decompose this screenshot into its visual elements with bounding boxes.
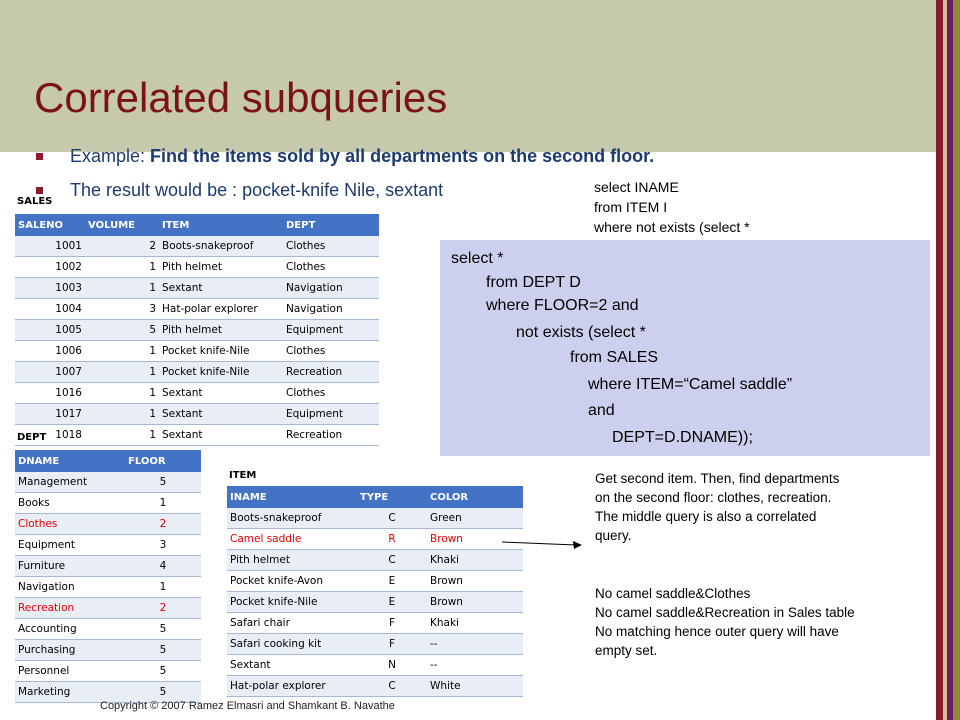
table-cell: 5 xyxy=(125,661,201,682)
table-cell: Pith helmet xyxy=(159,257,283,278)
table-cell: Safari chair xyxy=(227,613,357,634)
table-cell: Equipment xyxy=(283,320,379,341)
table-cell: Pocket knife-Nile xyxy=(159,341,283,362)
sql-inner-line: and xyxy=(588,402,615,419)
column-header: VOLUME xyxy=(85,214,159,236)
sql-outer-query xyxy=(594,177,750,237)
table-cell: Sextant xyxy=(159,383,283,404)
table-row xyxy=(15,619,201,640)
sql-inner-line: where FLOOR=2 and xyxy=(486,297,639,314)
table-cell: Khaki xyxy=(427,550,523,571)
table-cell: Equipment xyxy=(15,535,125,556)
table-cell: C xyxy=(357,508,427,529)
table-cell: Sextant xyxy=(159,425,283,446)
side-stripe-maroon xyxy=(936,0,943,720)
table-cell: Purchasing xyxy=(15,640,125,661)
table-cell: 1 xyxy=(85,404,159,425)
note-line: No camel saddle&Recreation in Sales table xyxy=(595,605,855,620)
table-row xyxy=(227,634,523,655)
table-row xyxy=(15,577,201,598)
table-cell: E xyxy=(357,571,427,592)
table-cell: Pith helmet xyxy=(159,320,283,341)
table-cell: Recreation xyxy=(15,598,125,619)
sql-inner-line: DEPT=D.DNAME)); xyxy=(612,429,753,446)
table-cell: R xyxy=(357,529,427,550)
table-cell: Sextant xyxy=(227,655,357,676)
table-row xyxy=(15,661,201,682)
column-header: TYPE xyxy=(357,486,427,508)
table-row xyxy=(15,425,379,446)
table-cell: 2 xyxy=(125,514,201,535)
item-caption: ITEM xyxy=(229,470,257,481)
table-cell: 1 xyxy=(85,341,159,362)
table-row xyxy=(15,362,379,383)
table-cell: Sextant xyxy=(159,404,283,425)
table-cell: Recreation xyxy=(283,425,379,446)
table-cell: Accounting xyxy=(15,619,125,640)
table-row xyxy=(227,508,523,529)
note-line: query. xyxy=(595,528,632,543)
table-cell: Brown xyxy=(427,592,523,613)
table-cell: Clothes xyxy=(15,514,125,535)
table-cell: Marketing xyxy=(15,682,125,703)
table-cell: 5 xyxy=(125,682,201,703)
table-cell: Clothes xyxy=(283,257,379,278)
table-cell: Brown xyxy=(427,571,523,592)
table-row xyxy=(15,472,201,493)
table-cell: Khaki xyxy=(427,613,523,634)
table-cell: 1 xyxy=(85,278,159,299)
table-cell: 1016 xyxy=(15,383,85,404)
table-cell: 1004 xyxy=(15,299,85,320)
table-cell: 1005 xyxy=(15,320,85,341)
table-cell: Clothes xyxy=(283,341,379,362)
table-cell: Boots-snakeproof xyxy=(227,508,357,529)
table-cell: 1003 xyxy=(15,278,85,299)
sql-outer-line: from ITEM I xyxy=(594,199,668,215)
table-row xyxy=(15,383,379,404)
table-cell: Equipment xyxy=(283,404,379,425)
note-line: on the second floor: clothes, recreation. xyxy=(595,490,832,505)
column-header: FLOOR xyxy=(125,450,201,472)
table-row xyxy=(227,592,523,613)
table-row xyxy=(227,676,523,697)
table-cell: 1002 xyxy=(15,257,85,278)
table-row xyxy=(227,529,523,550)
table-row xyxy=(15,535,201,556)
table-row xyxy=(15,257,379,278)
table-cell: Books xyxy=(15,493,125,514)
sql-inner-line: from DEPT D xyxy=(486,274,581,291)
table-cell: 1018 xyxy=(15,425,85,446)
table-cell: 1 xyxy=(85,425,159,446)
table-row xyxy=(15,278,379,299)
table-row xyxy=(15,514,201,535)
bullet-result-text: The result would be : pocket-knife Nile, sextant xyxy=(70,180,444,200)
table-cell: 1 xyxy=(85,362,159,383)
column-header: DEPT xyxy=(283,214,379,236)
table-cell: 1001 xyxy=(15,236,85,257)
slide-title: Correlated subqueries xyxy=(34,74,448,121)
column-header: SALENO xyxy=(15,214,85,236)
bullet-example-text: Example: Find the items sold by all departments on the second floor. xyxy=(70,146,655,166)
table-row xyxy=(227,655,523,676)
copyright-footer: Copyright © 2007 Ramez Elmasri and Shamkant B. Navathe xyxy=(100,700,395,712)
table-row xyxy=(15,493,201,514)
table-cell: Sextant xyxy=(159,278,283,299)
table-row xyxy=(227,550,523,571)
table-cell: Pith helmet xyxy=(227,550,357,571)
table-cell: Recreation xyxy=(283,362,379,383)
table-cell: 3 xyxy=(85,299,159,320)
column-header: INAME xyxy=(227,486,357,508)
table-row xyxy=(15,320,379,341)
table-row xyxy=(15,556,201,577)
table-cell: Pocket knife-Nile xyxy=(227,592,357,613)
table-cell: Boots-snakeproof xyxy=(159,236,283,257)
table-cell: 5 xyxy=(125,619,201,640)
table-cell: C xyxy=(357,550,427,571)
table-cell: 2 xyxy=(85,236,159,257)
table-cell: Pocket knife-Nile xyxy=(159,362,283,383)
table-cell: 3 xyxy=(125,535,201,556)
table-cell: 2 xyxy=(125,598,201,619)
table-row xyxy=(15,341,379,362)
table-cell: Green xyxy=(427,508,523,529)
conclusion-note xyxy=(595,584,855,660)
table-cell: 1006 xyxy=(15,341,85,362)
bullet-square-icon xyxy=(36,187,43,194)
table-cell: N xyxy=(357,655,427,676)
table-cell: Clothes xyxy=(283,236,379,257)
table-cell: 1 xyxy=(125,577,201,598)
column-header: COLOR xyxy=(427,486,523,508)
table-cell: Management xyxy=(15,472,125,493)
table-cell: 1 xyxy=(85,383,159,404)
sql-inner-line: select * xyxy=(451,250,504,267)
table-row xyxy=(15,598,201,619)
column-header: DNAME xyxy=(15,450,125,472)
sql-inner-line: where ITEM=“Camel saddle” xyxy=(588,376,793,393)
table-row xyxy=(15,236,379,257)
table-cell: Navigation xyxy=(15,577,125,598)
explanation-note xyxy=(595,469,839,545)
arrow-icon xyxy=(502,536,586,552)
table-cell: 4 xyxy=(125,556,201,577)
column-header: ITEM xyxy=(159,214,283,236)
table-cell: -- xyxy=(427,655,523,676)
side-stripe-olive xyxy=(953,0,960,720)
item-table xyxy=(227,486,523,697)
table-cell: Safari cooking kit xyxy=(227,634,357,655)
sql-outer-line: where not exists (select * xyxy=(594,219,750,235)
sql-inner-line: from SALES xyxy=(570,349,659,366)
table-cell: Hat-polar explorer xyxy=(227,676,357,697)
table-cell: E xyxy=(357,592,427,613)
note-line: The middle query is also a correlated xyxy=(595,509,817,524)
table-cell: Furniture xyxy=(15,556,125,577)
note-line: No matching hence outer query will have xyxy=(595,624,839,639)
table-row xyxy=(15,640,201,661)
sales-caption: SALES xyxy=(17,196,53,207)
sql-inner-query-box xyxy=(440,240,930,456)
table-cell: 1007 xyxy=(15,362,85,383)
table-cell: -- xyxy=(427,634,523,655)
table-row xyxy=(227,571,523,592)
sql-outer-line: select INAME xyxy=(594,179,679,195)
sql-inner-line: not exists (select * xyxy=(516,324,646,341)
dept-caption: DEPT xyxy=(17,432,47,443)
table-cell: 5 xyxy=(125,640,201,661)
table-cell: F xyxy=(357,634,427,655)
note-line: empty set. xyxy=(595,643,658,658)
table-cell: 5 xyxy=(125,472,201,493)
table-cell: Clothes xyxy=(283,383,379,404)
table-cell: 1017 xyxy=(15,404,85,425)
note-line: No camel saddle&Clothes xyxy=(595,586,751,601)
table-row xyxy=(15,404,379,425)
table-cell: Hat-polar explorer xyxy=(159,299,283,320)
note-line: Get second item. Then, find departments xyxy=(595,471,840,486)
table-row xyxy=(15,299,379,320)
dept-table xyxy=(15,450,201,703)
table-cell: 1 xyxy=(85,257,159,278)
bullet-square-icon xyxy=(36,153,43,160)
table-cell: Navigation xyxy=(283,299,379,320)
sales-table xyxy=(15,214,379,446)
table-cell: Navigation xyxy=(283,278,379,299)
table-cell: F xyxy=(357,613,427,634)
table-cell: Brown xyxy=(427,529,523,550)
table-cell: Personnel xyxy=(15,661,125,682)
table-cell: Camel saddle xyxy=(227,529,357,550)
table-cell: C xyxy=(357,676,427,697)
table-cell: 5 xyxy=(85,320,159,341)
table-row xyxy=(227,613,523,634)
table-cell: 1 xyxy=(125,493,201,514)
table-cell: White xyxy=(427,676,523,697)
table-cell: Pocket knife-Avon xyxy=(227,571,357,592)
